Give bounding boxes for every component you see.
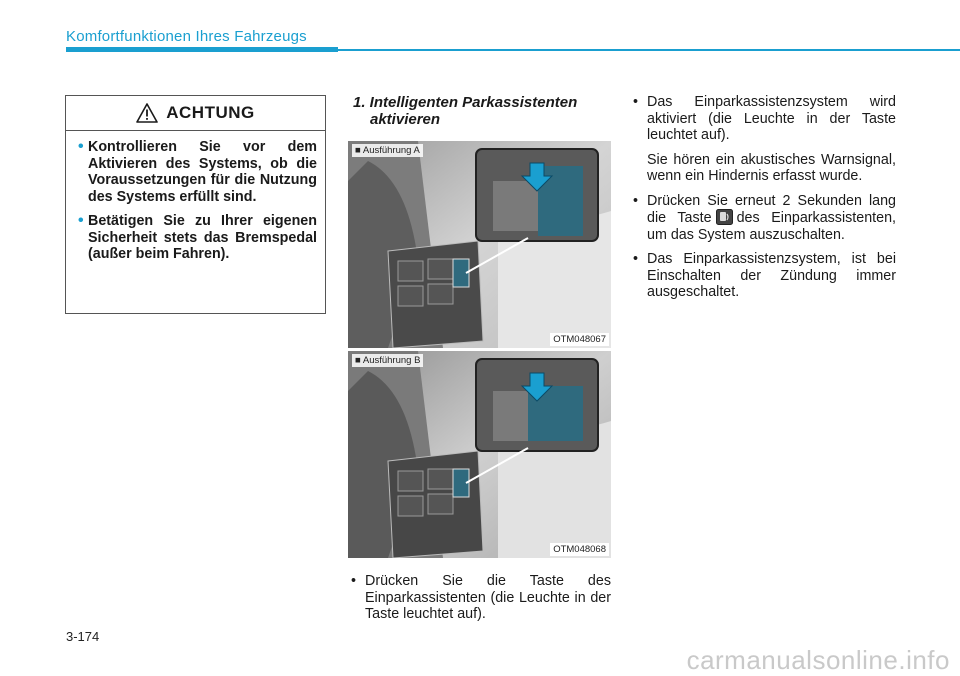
console-illustration [348,351,611,558]
parking-assist-button-icon [716,209,733,225]
section-header-title: Komfortfunktionen Ihres Fahrzeugs [66,28,307,45]
warning-item: • Kontrollieren Sie vor dem Aktivieren des Systems, ob die Voraussetzungen für die Nutzung des Systems erfüllt sind. [78,139,317,205]
warning-triangle-icon [136,103,158,123]
figure-variant-label: ■ Ausführung A [352,144,423,157]
figure-code: OTM048067 [550,333,609,346]
figure-code: OTM048068 [550,543,609,556]
bullet-text-pre: Drücken Sie erneut 2 Sekunden lang die Taste [647,192,896,226]
bullet-text-post: des Einparkassistenten, um das System auszuschalten. [647,210,897,243]
right-column [630,94,896,309]
instruction-text [348,573,611,623]
warning-header [66,96,325,131]
header-accent-bar [66,47,338,52]
console-illustration [348,141,611,348]
section-title-line1: 1. Intelligenten Parkassistenten [353,94,578,111]
figure-b-photo [348,351,611,558]
warning-item: • Betätigen Sie zu Ihrer eigenen Sicherheit stets das Bremspedal (außer beim Fahren). [78,213,317,263]
section-title [353,94,615,128]
header-rule [338,49,960,51]
bullet-item: • Drücken Sie die Taste des Einparkassistenten (die Leuchte in der Taste leuchtet auf). [348,573,611,623]
watermark: carmanualsonline.info [686,645,950,675]
warning-list [66,131,325,263]
bullet-item: • Das Einparkassistenzsystem wird aktiviert (die Leuchte in der Taste leuchtet auf). [630,94,896,144]
figure-variant-label: ■ Ausführung B [352,354,423,367]
bullet-item: • Das Einparkassistenzsystem, ist bei Einschalten der Zündung immer ausgeschaltet. [630,251,896,301]
figure-a-photo [348,141,611,348]
section-title-line2: aktivieren [370,111,441,128]
warning-box [65,95,326,314]
bullet-continuation: Sie hören ein akustisches Warnsignal, wenn ein Hindernis erfasst wurde. [647,151,896,184]
bullet-item [630,193,896,244]
page-number: 3-174 [66,629,100,644]
warning-title: ACHTUNG [166,103,255,122]
